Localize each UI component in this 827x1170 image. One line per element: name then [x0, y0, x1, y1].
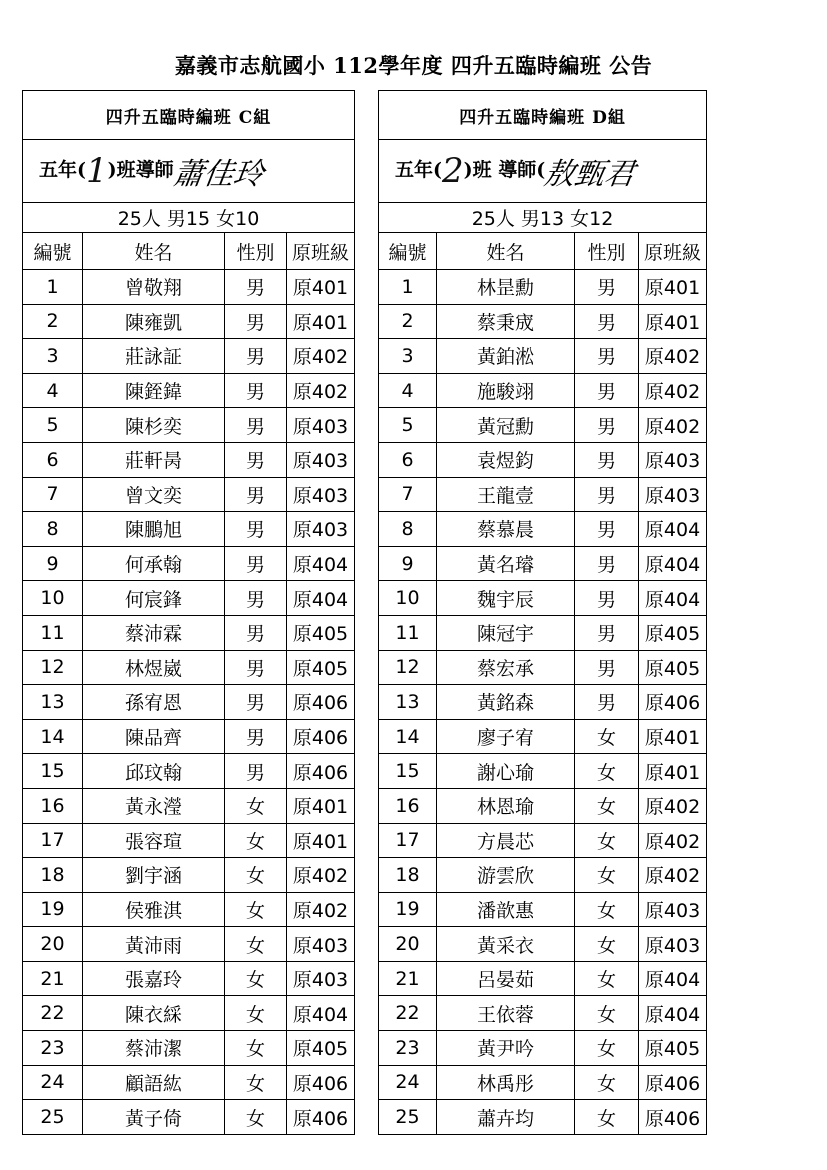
col-header-number: 編號: [379, 233, 437, 270]
original-class: 原403: [639, 892, 707, 927]
student-number: 10: [379, 581, 437, 616]
student-number: 11: [23, 615, 83, 650]
student-number: 2: [379, 304, 437, 339]
student-name: 侯雅淇: [83, 892, 225, 927]
table-row: [379, 477, 707, 512]
col-header-original-class: 原班級: [287, 233, 355, 270]
student-name: 謝心瑜: [437, 754, 575, 789]
student-gender: 男: [575, 685, 639, 720]
class-summary: 25人 男13 女12: [379, 203, 707, 233]
student-gender: 男: [575, 546, 639, 581]
student-gender: 男: [575, 339, 639, 374]
original-class: 原401: [639, 304, 707, 339]
table-row: [23, 408, 355, 443]
table-row: [379, 892, 707, 927]
student-number: 19: [23, 892, 83, 927]
student-number: 6: [379, 442, 437, 477]
teacher-suffix: )班 導師(: [463, 159, 546, 181]
table-row: [23, 961, 355, 996]
original-class: 原403: [287, 512, 355, 547]
student-name: 蔡沛潔: [83, 1031, 225, 1066]
table-row: [23, 685, 355, 720]
student-name: 方晨芯: [437, 823, 575, 858]
student-gender: 男: [225, 719, 287, 754]
student-number: 3: [23, 339, 83, 374]
student-number: 1: [23, 270, 83, 305]
original-class: 原402: [639, 823, 707, 858]
original-class: 原404: [287, 546, 355, 581]
table-row: [379, 442, 707, 477]
student-number: 15: [379, 754, 437, 789]
table-row: [23, 373, 355, 408]
original-class: 原403: [639, 927, 707, 962]
student-number: 17: [23, 823, 83, 858]
student-number: 18: [379, 858, 437, 893]
student-gender: 女: [225, 892, 287, 927]
table-row: [23, 788, 355, 823]
table-row: [23, 615, 355, 650]
student-gender: 男: [575, 408, 639, 443]
original-class: 原404: [639, 996, 707, 1031]
original-class: 原404: [287, 996, 355, 1031]
student-name: 陳衣綵: [83, 996, 225, 1031]
original-class: 原402: [639, 339, 707, 374]
original-class: 原402: [639, 408, 707, 443]
student-gender: 女: [575, 1031, 639, 1066]
student-gender: 女: [575, 996, 639, 1031]
student-number: 11: [379, 615, 437, 650]
table-row: [23, 892, 355, 927]
student-name: 袁煜鈞: [437, 442, 575, 477]
student-gender: 男: [225, 685, 287, 720]
original-class: 原401: [287, 304, 355, 339]
student-number: 4: [23, 373, 83, 408]
table-row: [379, 1100, 707, 1135]
student-name: 林禹彤: [437, 1065, 575, 1100]
original-class: 原406: [287, 685, 355, 720]
student-number: 24: [379, 1065, 437, 1100]
teacher-row: [23, 140, 355, 203]
table-row: [379, 996, 707, 1031]
student-number: 7: [379, 477, 437, 512]
original-class: 原406: [287, 719, 355, 754]
student-name: 孫宥恩: [83, 685, 225, 720]
student-name: 蔡慕晨: [437, 512, 575, 547]
student-name: 陳雍凱: [83, 304, 225, 339]
student-gender: 男: [225, 270, 287, 305]
student-gender: 男: [225, 650, 287, 685]
original-class: 原405: [287, 650, 355, 685]
student-name: 顧語紘: [83, 1065, 225, 1100]
student-name: 施駿翊: [437, 373, 575, 408]
original-class: 原402: [639, 858, 707, 893]
summary-row: [23, 203, 355, 233]
original-class: 原402: [639, 373, 707, 408]
student-name: 張容瑄: [83, 823, 225, 858]
student-gender: 男: [225, 581, 287, 616]
table-row: [23, 1065, 355, 1100]
class-number-handwritten: 2: [442, 151, 464, 191]
table-row: [379, 823, 707, 858]
student-gender: 女: [225, 961, 287, 996]
original-class: 原403: [639, 477, 707, 512]
page-title: 嘉義市志航國小 112學年度 四升五臨時編班 公告: [174, 53, 653, 78]
student-name: 曾文奕: [83, 477, 225, 512]
student-gender: 女: [225, 1100, 287, 1135]
student-number: 5: [379, 408, 437, 443]
student-name: 蔡沛霖: [83, 615, 225, 650]
student-gender: 男: [575, 650, 639, 685]
table-row: [379, 512, 707, 547]
student-number: 18: [23, 858, 83, 893]
student-gender: 男: [575, 442, 639, 477]
student-gender: 女: [575, 754, 639, 789]
student-gender: 女: [225, 1031, 287, 1066]
student-number: 16: [379, 788, 437, 823]
student-number: 6: [23, 442, 83, 477]
student-gender: 女: [575, 927, 639, 962]
original-class: 原406: [639, 1065, 707, 1100]
table-row: [379, 927, 707, 962]
student-number: 5: [23, 408, 83, 443]
student-number: 16: [23, 788, 83, 823]
student-number: 24: [23, 1065, 83, 1100]
student-name: 黃子倚: [83, 1100, 225, 1135]
student-number: 9: [23, 546, 83, 581]
student-name: 游雲欣: [437, 858, 575, 893]
student-number: 22: [379, 996, 437, 1031]
student-number: 4: [379, 373, 437, 408]
student-name: 黃銘森: [437, 685, 575, 720]
student-gender: 男: [225, 442, 287, 477]
student-name: 莊詠証: [83, 339, 225, 374]
student-name: 呂晏茹: [437, 961, 575, 996]
table-row: [23, 650, 355, 685]
original-class: 原402: [287, 373, 355, 408]
student-number: 8: [23, 512, 83, 547]
original-class: 原402: [639, 788, 707, 823]
original-class: 原406: [639, 685, 707, 720]
table-row: [23, 823, 355, 858]
table-row: [379, 373, 707, 408]
table-row: [379, 615, 707, 650]
original-class: 原403: [287, 442, 355, 477]
table-row: [23, 754, 355, 789]
student-number: 1: [379, 270, 437, 305]
student-number: 3: [379, 339, 437, 374]
table-row: [379, 650, 707, 685]
table-row: [379, 339, 707, 374]
original-class: 原401: [287, 270, 355, 305]
table-row: [379, 581, 707, 616]
student-name: 廖子宥: [437, 719, 575, 754]
student-name: 劉宇涵: [83, 858, 225, 893]
student-number: 25: [23, 1100, 83, 1135]
student-gender: 男: [575, 615, 639, 650]
teacher-signature: 蕭佳玲: [170, 157, 266, 192]
student-gender: 男: [575, 512, 639, 547]
student-name: 魏宇辰: [437, 581, 575, 616]
original-class: 原405: [639, 615, 707, 650]
col-header-original-class: 原班級: [639, 233, 707, 270]
teacher-prefix: 五年(: [39, 159, 86, 181]
original-class: 原405: [639, 1031, 707, 1066]
student-name: 蔡秉宬: [437, 304, 575, 339]
student-name: 曾敬翔: [83, 270, 225, 305]
original-class: 原403: [287, 927, 355, 962]
table-row: [23, 477, 355, 512]
student-name: 王龍壹: [437, 477, 575, 512]
col-header-gender: 性別: [225, 233, 287, 270]
table-row: [23, 581, 355, 616]
teacher-cell: [23, 140, 355, 203]
student-number: 10: [23, 581, 83, 616]
student-gender: 女: [225, 823, 287, 858]
table-row: [379, 754, 707, 789]
group-title-row: [23, 91, 355, 140]
student-name: 陳鵬旭: [83, 512, 225, 547]
col-header-name: 姓名: [83, 233, 225, 270]
student-gender: 男: [575, 373, 639, 408]
student-gender: 男: [575, 581, 639, 616]
student-name: 黃沛雨: [83, 927, 225, 962]
student-name: 陳冠宇: [437, 615, 575, 650]
student-gender: 男: [575, 477, 639, 512]
student-name: 黃永瀅: [83, 788, 225, 823]
table-row: [379, 304, 707, 339]
original-class: 原406: [287, 1100, 355, 1135]
original-class: 原403: [287, 477, 355, 512]
table-row: [23, 996, 355, 1031]
student-name: 陳品齊: [83, 719, 225, 754]
table-row: [379, 1031, 707, 1066]
original-class: 原403: [639, 442, 707, 477]
student-name: 黃冠勳: [437, 408, 575, 443]
col-header-name: 姓名: [437, 233, 575, 270]
student-name: 陳杉奕: [83, 408, 225, 443]
student-gender: 女: [575, 961, 639, 996]
student-gender: 女: [575, 823, 639, 858]
roster-table-c: [22, 90, 355, 1135]
student-number: 13: [379, 685, 437, 720]
group-title-row: [379, 91, 707, 140]
student-number: 9: [379, 546, 437, 581]
original-class: 原406: [287, 754, 355, 789]
student-gender: 男: [225, 304, 287, 339]
student-name: 林煜崴: [83, 650, 225, 685]
student-number: 20: [379, 927, 437, 962]
student-number: 22: [23, 996, 83, 1031]
student-gender: 男: [225, 512, 287, 547]
student-gender: 女: [225, 858, 287, 893]
student-gender: 女: [575, 892, 639, 927]
group-title: 四升五臨時編班 D組: [379, 91, 707, 140]
student-name: 蕭卉均: [437, 1100, 575, 1135]
original-class: 原405: [287, 1031, 355, 1066]
student-gender: 男: [225, 615, 287, 650]
student-name: 何承翰: [83, 546, 225, 581]
group-title: 四升五臨時編班 C組: [23, 91, 355, 140]
student-name: 陳銍鍏: [83, 373, 225, 408]
student-gender: 女: [575, 858, 639, 893]
table-row: [379, 719, 707, 754]
table-row: [23, 304, 355, 339]
student-gender: 女: [225, 996, 287, 1031]
original-class: 原406: [639, 1100, 707, 1135]
student-number: 12: [379, 650, 437, 685]
student-name: 蔡宏承: [437, 650, 575, 685]
original-class: 原402: [287, 892, 355, 927]
table-row: [379, 961, 707, 996]
student-name: 王依蓉: [437, 996, 575, 1031]
student-gender: 男: [575, 270, 639, 305]
student-number: 25: [379, 1100, 437, 1135]
table-row: [23, 339, 355, 374]
student-number: 14: [23, 719, 83, 754]
original-class: 原404: [639, 546, 707, 581]
summary-row: [379, 203, 707, 233]
student-gender: 男: [225, 408, 287, 443]
table-row: [379, 1065, 707, 1100]
student-number: 14: [379, 719, 437, 754]
table-row: [23, 1100, 355, 1135]
original-class: 原401: [287, 788, 355, 823]
table-row: [23, 719, 355, 754]
student-gender: 女: [225, 927, 287, 962]
student-gender: 女: [225, 1065, 287, 1100]
student-name: 林昰勳: [437, 270, 575, 305]
student-gender: 女: [225, 788, 287, 823]
table-row: [379, 685, 707, 720]
column-header-row: [23, 233, 355, 270]
student-gender: 男: [225, 546, 287, 581]
original-class: 原405: [639, 650, 707, 685]
student-number: 15: [23, 754, 83, 789]
original-class: 原402: [287, 339, 355, 374]
teacher-suffix: )班導師: [107, 159, 174, 181]
student-name: 林恩瑜: [437, 788, 575, 823]
student-number: 23: [379, 1031, 437, 1066]
original-class: 原402: [287, 858, 355, 893]
student-name: 黃鉑淞: [437, 339, 575, 374]
student-number: 21: [23, 961, 83, 996]
student-gender: 女: [575, 1065, 639, 1100]
student-number: 19: [379, 892, 437, 927]
original-class: 原401: [639, 719, 707, 754]
table-row: [23, 1031, 355, 1066]
table-row: [379, 408, 707, 443]
student-number: 17: [379, 823, 437, 858]
teacher-prefix: 五年(: [395, 159, 442, 181]
table-row: [379, 270, 707, 305]
teacher-cell: [379, 140, 707, 203]
original-class: 原405: [287, 615, 355, 650]
original-class: 原404: [639, 512, 707, 547]
student-gender: 女: [575, 788, 639, 823]
original-class: 原403: [287, 408, 355, 443]
student-gender: 女: [575, 1100, 639, 1135]
student-name: 莊軒昺: [83, 442, 225, 477]
student-gender: 女: [575, 719, 639, 754]
col-header-number: 編號: [23, 233, 83, 270]
student-number: 21: [379, 961, 437, 996]
original-class: 原404: [639, 961, 707, 996]
student-number: 13: [23, 685, 83, 720]
table-row: [379, 858, 707, 893]
student-name: 黃采衣: [437, 927, 575, 962]
original-class: 原403: [287, 961, 355, 996]
table-row: [23, 512, 355, 547]
student-name: 邱玟翰: [83, 754, 225, 789]
table-row: [23, 442, 355, 477]
student-gender: 男: [225, 754, 287, 789]
student-number: 12: [23, 650, 83, 685]
student-number: 20: [23, 927, 83, 962]
table-row: [23, 927, 355, 962]
student-name: 潘歆惠: [437, 892, 575, 927]
table-row: [379, 546, 707, 581]
original-class: 原401: [639, 754, 707, 789]
original-class: 原406: [287, 1065, 355, 1100]
teacher-signature: 敖甄君: [542, 157, 638, 192]
student-number: 8: [379, 512, 437, 547]
original-class: 原404: [639, 581, 707, 616]
student-name: 何宸鋒: [83, 581, 225, 616]
student-number: 7: [23, 477, 83, 512]
table-row: [23, 858, 355, 893]
original-class: 原401: [639, 270, 707, 305]
student-gender: 男: [575, 304, 639, 339]
column-header-row: [379, 233, 707, 270]
student-gender: 男: [225, 477, 287, 512]
roster-table-d: [378, 90, 707, 1135]
student-name: 張嘉玲: [83, 961, 225, 996]
col-header-gender: 性別: [575, 233, 639, 270]
class-number-handwritten: 1: [86, 151, 108, 191]
student-number: 23: [23, 1031, 83, 1066]
student-number: 2: [23, 304, 83, 339]
table-row: [23, 546, 355, 581]
table-row: [23, 270, 355, 305]
student-gender: 男: [225, 339, 287, 374]
student-name: 黃尹吟: [437, 1031, 575, 1066]
table-row: [379, 788, 707, 823]
original-class: 原404: [287, 581, 355, 616]
student-name: 黃名璿: [437, 546, 575, 581]
teacher-row: [379, 140, 707, 203]
original-class: 原401: [287, 823, 355, 858]
student-gender: 男: [225, 373, 287, 408]
class-summary: 25人 男15 女10: [23, 203, 355, 233]
